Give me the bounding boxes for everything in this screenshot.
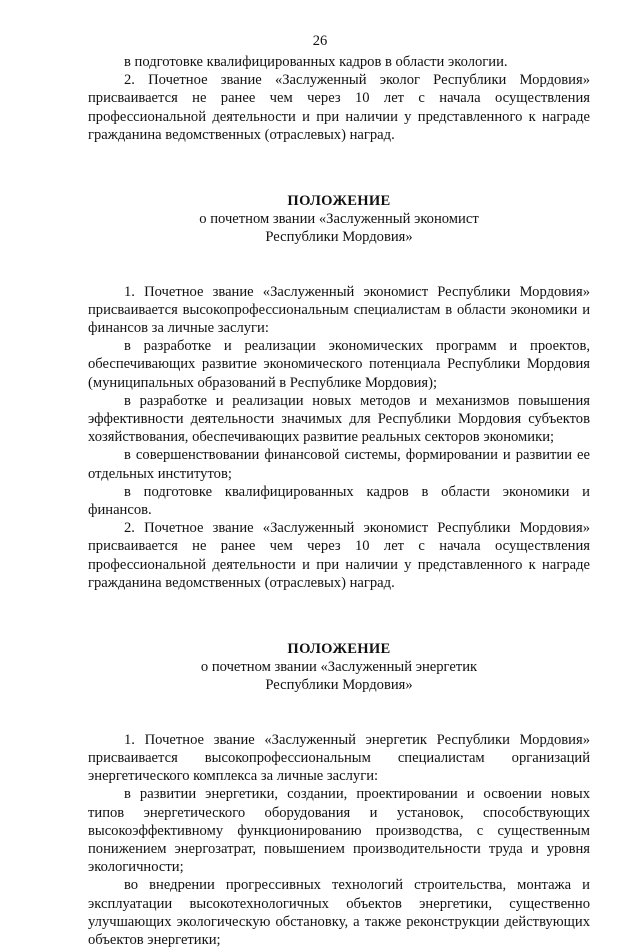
- intro-paragraph-1: в подготовке квалифицированных кадров в области экологии.: [124, 54, 508, 70]
- economist-paragraph-4: в совершенствовании финансовой системы, формировании и развитии ее отдельных институтов;: [88, 447, 590, 482]
- section-spacer: [88, 247, 590, 283]
- section-subtitle-line-1: о почетном звании «Заслуженный энергетик: [200, 659, 478, 676]
- section-subtitle-line-2: Республики Мордовия»: [265, 229, 413, 246]
- page-number: 26: [312, 33, 328, 49]
- section-energetic: [88, 640, 590, 949]
- energetic-paragraph-3: во внедрении прогрессивных технологий строительства, монтажа и эксплуатации высокотехнологичных объектов энергетики, существенно улучшающих экологическую обстановку, а также реконструкции действующих объектов энергетики;: [88, 877, 590, 948]
- intro-paragraph-2: 2. Почетное звание «Заслуженный эколог Республики Мордовия» присваивается не ранее чем через 10 лет с начала осуществления профессиональной деятельности и при наличии у представленного к награде гражданина ведомственных (отраслевых) наград.: [88, 72, 590, 143]
- section-subtitle-line-2: Республики Мордовия»: [265, 677, 413, 694]
- economist-paragraph-5: в подготовке квалифицированных кадров в области экономики и финансов.: [88, 483, 590, 519]
- section-title: ПОЛОЖЕНИЕ: [287, 193, 391, 210]
- economist-paragraph-1: 1. Почетное звание «Заслуженный экономист Республики Мордовия» присваивается высокопрофессиональным специалистам в области экономики и финансов за личные заслуги:: [88, 283, 590, 337]
- section-subtitle-line-1: о почетном звании «Заслуженный экономист: [199, 211, 479, 228]
- section-spacer: [88, 695, 590, 731]
- section-spacer: [88, 144, 590, 192]
- energetic-paragraph-1: 1. Почетное звание «Заслуженный энергетик Республики Мордовия» присваивается высокопрофессиональным специалистам организаций энергетического комплекса за личные заслуги:: [88, 731, 590, 785]
- economist-paragraph-2: в разработке и реализации экономических программ и проектов, обеспечивающих развитие экономического потенциала Республики Мордовия (муниципальных образований в Республике Мордовия);: [88, 338, 590, 391]
- section-economist: [88, 192, 590, 592]
- section-title: ПОЛОЖЕНИЕ: [287, 641, 391, 658]
- energetic-paragraph-2: в развитии энергетики, создании, проектировании и освоении новых типов энергетического оборудования и установок, способствующих высокоэффективному функционированию производства, с существенным понижением энергозатрат, повышением производительности труда и уровня экологичности;: [88, 786, 590, 876]
- economist-paragraph-6: 2. Почетное звание «Заслуженный экономист Республики Мордовия» присваивается не ранее чем через 10 лет с начала осуществления профессиональной деятельности и при наличии у представленного к награде гражданина ведомственных (отраслевых) наград.: [88, 520, 590, 591]
- economist-paragraph-3: в разработке и реализации новых методов и механизмов повышения эффективности деятельности значимых для Республики Мордовия субъектов хозяйствования, обеспечивающих развитие реальных секторов экономики;: [88, 392, 590, 446]
- section-spacer: [88, 592, 590, 640]
- document-body: [88, 53, 590, 949]
